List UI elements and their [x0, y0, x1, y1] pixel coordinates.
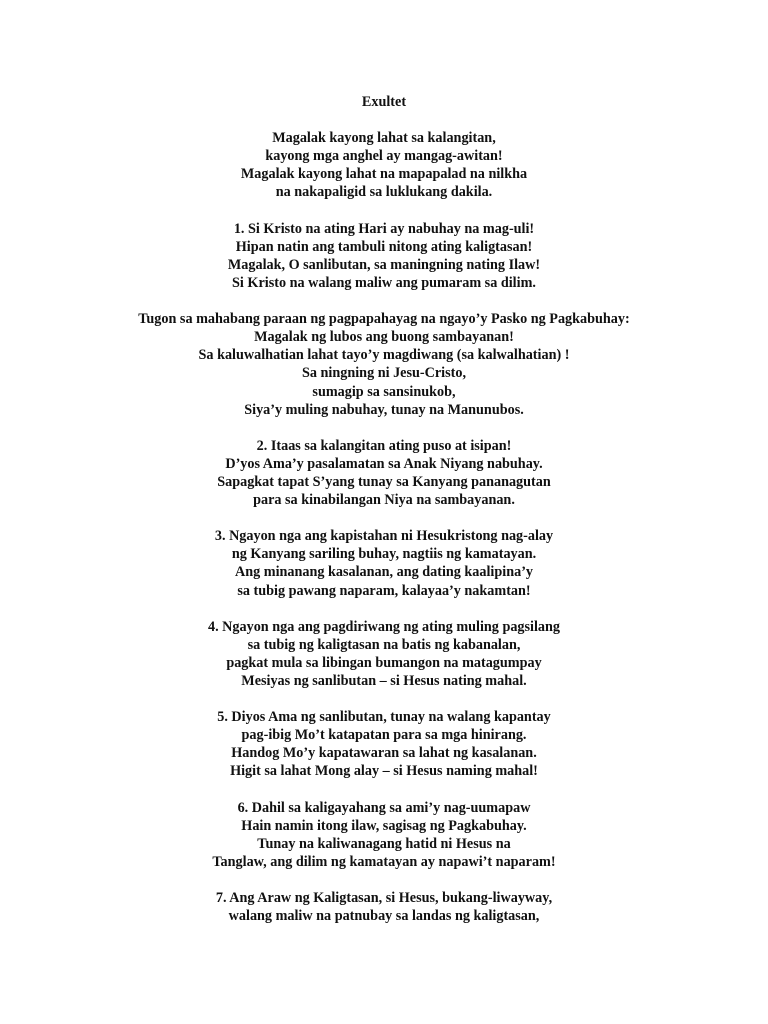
- verse-line: Hipan natin ang tambuli nitong ating kaligtasan!: [235, 238, 533, 255]
- verse-line: Magalak ng lubos ang buong sambayanan!: [254, 329, 514, 346]
- verse-line: Sapagkat tapat S’yang tunay sa Kanyang pananagutan: [217, 473, 551, 490]
- verse-line: Sa ningning ni Jesu-Cristo,: [302, 365, 466, 382]
- verse-line: sumagip sa sansinukob,: [312, 383, 456, 400]
- verse-line: walang maliw na patnubay sa landas ng kaligtasan,: [228, 908, 540, 925]
- stanza-1: [0, 220, 768, 292]
- verse-line: pag-ibig Mo’t katapatan para sa mga hinirang.: [241, 727, 527, 744]
- verse-line: 1. Si Kristo na ating Hari ay nabuhay na mag-uli!: [233, 220, 535, 237]
- verse-line: Ang minanang kasalanan, ang dating kaalipina’y: [234, 564, 534, 581]
- stanza-2: [0, 437, 768, 509]
- stanza-7: [0, 889, 768, 925]
- verse-line: Tunay na kaliwanagang hatid ni Hesus na: [257, 835, 511, 852]
- document-title: Exultet: [361, 94, 407, 110]
- verse-line: Hain namin itong ilaw, sagisag ng Pagkabuhay.: [241, 817, 527, 834]
- verse-line: Tugon sa mahabang paraan ng pagpapahayag na ngayo’y Pasko ng Pagkabuhay:: [138, 311, 630, 328]
- verse-line: D’yos Ama’y pasalamatan sa Anak Niyang nabuhay.: [225, 455, 543, 472]
- verse-line: pagkat mula sa libingan bumangon na matagumpay: [226, 654, 542, 671]
- verse-line: Sa kaluwalhatian lahat tayo’y magdiwang (sa kalwalhatian) !: [198, 347, 570, 364]
- stanza-3: [0, 527, 768, 599]
- verse-line: sa tubig pawang naparam, kalayaa’y nakamtan!: [237, 582, 531, 599]
- verse-line: 4. Ngayon nga ang pagdiriwang ng ating muling pagsilang: [207, 618, 561, 635]
- verse-line: na nakapaligid sa luklukang dakila.: [275, 184, 493, 201]
- verse-line: 7. Ang Araw ng Kaligtasan, si Hesus, bukang-liwayway,: [215, 890, 553, 907]
- stanza-5: [0, 708, 768, 780]
- verse-line: 3. Ngayon nga ang kapistahan ni Hesukristong nag-alay: [214, 528, 554, 545]
- stanza-4: [0, 618, 768, 690]
- verse-line: Siya’y muling nabuhay, tunay na Manunubos.: [244, 401, 524, 418]
- verse-line: Magalak kayong lahat sa kalangitan,: [272, 130, 496, 147]
- verse-line: para sa kinabilangan Niya na sambayanan.: [253, 492, 515, 509]
- verse-line: sa tubig ng kaligtasan na batis ng kabanalan,: [247, 636, 521, 653]
- verse-line: Higit sa lahat Mong alay – si Hesus naming mahal!: [230, 763, 538, 780]
- verse-line: ng Kanyang sariling buhay, nagtiis ng kamatayan.: [231, 546, 537, 563]
- verse-line: Si Kristo na walang maliw ang pumaram sa dilim.: [232, 274, 536, 291]
- verse-line: kayong mga anghel ay mangag-awitan!: [265, 148, 503, 165]
- verse-line: 5. Diyos Ama ng sanlibutan, tunay na walang kapantay: [217, 709, 551, 726]
- stanza-intro: [0, 129, 768, 201]
- verse-line: 6. Dahil sa kaligayahang sa ami’y nag-uumapaw: [237, 799, 531, 816]
- verse-line: Mesiyas ng sanlibutan – si Hesus nating mahal.: [241, 673, 527, 689]
- stanza-response: [0, 310, 768, 419]
- verse-line: Magalak kayong lahat na mapapalad na nilkha: [240, 166, 528, 183]
- verse-line: 2. Itaas sa kalangitan ating puso at isipan!: [256, 437, 512, 454]
- verse-line: Handog Mo’y kapatawaran sa lahat ng kasalanan.: [231, 745, 537, 762]
- verse-line: Tanglaw, ang dilim ng kamatayan ay napawi’t naparam!: [212, 853, 556, 870]
- verse-line: Magalak, O sanlibutan, sa maningning nating Ilaw!: [227, 256, 541, 273]
- document-page: [0, 93, 768, 943]
- stanza-6: [0, 799, 768, 871]
